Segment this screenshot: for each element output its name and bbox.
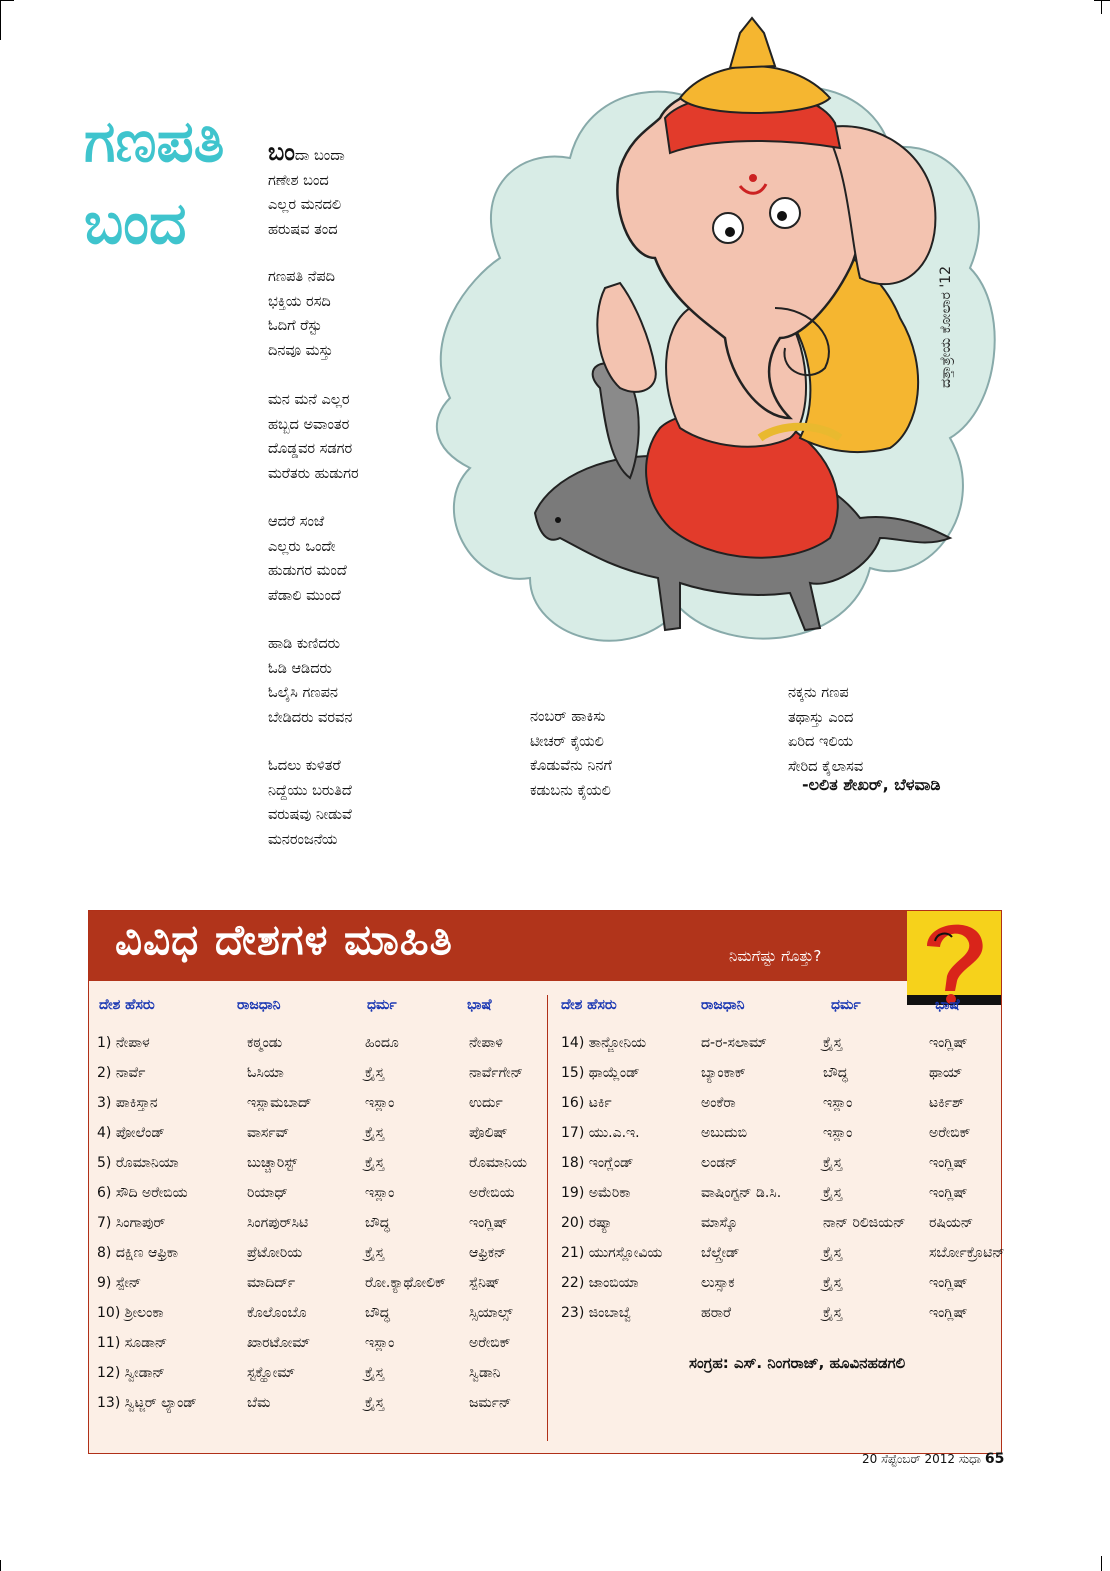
poem-line: ಕೊಡುವೆನು ನಿನಗೆ [530,758,612,774]
header-religion-left: ಧರ್ಮ [367,997,397,1013]
language: ಇಂಗ್ಲಿಷ್ [929,1305,968,1321]
capital: ಪ್ರೆಟೋರಿಯ [247,1245,303,1261]
panel-title: ವಿವಿಧ ದೇಶಗಳ ಮಾಹಿತಿ [115,915,453,964]
header-country-left: ದೇಶ ಹೆಸರು [99,997,155,1013]
poem-author: -ಲಲಿತ ಶೇಖರ್, ಬೆಳವಾಡಿ [802,775,941,794]
capital: ಅಬುದುಬಿ [701,1125,748,1141]
capital: ಬೆಲ್ಗ್ರೇಡ್ [701,1245,740,1261]
country-name: 3) ಪಾಕಿಸ್ತಾನ [97,1095,158,1111]
poem-line: ನಂಬರ್ ಹಾಕಿಸು [530,709,606,725]
capital: ಖಾರಟೋಮ್ [247,1335,311,1351]
poem-drop-cap: ಬಂ [268,138,295,166]
poem-title-line2: ಬಂದ [84,189,187,257]
poem-line: ಓದಿಗೆ ರೆಸ್ಟು [268,318,322,334]
language: ಪೊಲಿಷ್ [469,1125,508,1141]
language: ಇಂಗ್ಲಿಷ್ [929,1275,968,1291]
capital: ಮಾದಿರ್ದ್ [247,1275,296,1291]
language: ಸ್ಪೆನಿಷ್ [469,1275,500,1291]
poem-line: ಮನ ಮನೆ ಎಲ್ಲರ [268,392,350,408]
language: ಅರೇಬಿಯ [469,1185,515,1201]
poem-line: ಓಲೈಸಿ ಗಣಪನ [268,685,338,701]
country-name: 2) ನಾರ್ವೆ [97,1065,146,1081]
religion: ಇಸ್ಲಾಂ [823,1095,853,1111]
religion: ಕ್ರೈಸ್ತ [365,1245,385,1261]
poem-line: ಹುಡುಗರ ಮಂದೆ [268,563,347,579]
religion: ಇಸ್ಲಾಂ [365,1185,395,1201]
poem-line: ಎಲ್ಲರ ಮನದಲಿ [268,197,342,213]
poem-line-text: ದಾ ಬಂದಾ [294,148,345,164]
poem-line: ಓದಲು ಕುಳಿತರೆ [268,758,341,774]
language: ರೊಮಾನಿಯ [469,1155,527,1171]
language: ಸರ್ಬೋಕ್ರೊಟಿನ್ [929,1245,1005,1261]
poem-line: ಸೇರಿದ ಕೈಲಾಸವ [788,758,864,775]
capital: ಕೊಲೊಂಬೊ [247,1305,307,1321]
country-name: 18) ಇಂಗ್ಲೆಂಡ್ [561,1155,634,1171]
poem-line: ಭಕ್ತಿಯ ರಸದಿ [268,293,331,310]
capital: ಬ್ಯಾಂಕಾಕ್ [701,1065,746,1081]
poem-line: ಕಡುಬನು ಕೈಯಲಿ [530,782,611,799]
panel-subtitle: ನಿಮಗೆಷ್ಟು ಗೊತ್ತು? [729,947,822,965]
header-country-right: ದೇಶ ಹೆಸರು [561,997,617,1013]
header-capital-right: ರಾಜಧಾನಿ [701,997,745,1013]
capital: ಕಠ್ಮಂಡು [247,1035,283,1051]
country-name: 11) ಸೂಡಾನ್ [97,1335,168,1351]
capital: ಮಾಸ್ಕೊ [701,1215,738,1231]
poem-stanza-5 [268,632,352,730]
capital: ಅಂಕೆರಾ [701,1095,736,1111]
country-name: 17) ಯು.ಎ.ಇ. [561,1125,640,1141]
header-religion-right: ಧರ್ಮ [831,997,861,1013]
country-name: 20) ರಷ್ಯಾ [561,1215,613,1231]
country-name: 15) ಥಾಯ್ಲೆಂಡ್ [561,1065,640,1081]
poem-line: ಎಲ್ಲರು ಒಂದೇ [268,538,336,555]
poem-line: ವರುಷವು ನೀಡುವೆ [268,807,352,823]
capital: ಹರಾರೆ [701,1305,732,1321]
poem-line: ಹಬ್ಬದ ಅವಾಂತರ [268,416,350,433]
capital: ಬುಚ್ಚಾರಿಸ್ಟ್ [247,1155,298,1171]
crop-mark [0,0,14,1]
poem-stanza-8 [788,681,863,779]
language: ಟರ್ಕಿಶ್ [929,1095,965,1111]
poem-line: ಹರುಷವ ತಂದ [268,221,338,238]
poem-line: ನಿದ್ದೆಯು ಬರುತಿದೆ [268,782,352,799]
religion: ಬೌದ್ಧ [365,1305,390,1321]
language: ರಷಿಯನ್ [929,1215,974,1231]
header-language-right: ಭಾಷೆ [935,997,960,1013]
page-footer [862,1451,1004,1467]
poem-line: ದೊಡ್ಡವರ ಸಡಗರ [268,441,353,457]
language: ನೇಪಾಳಿ [469,1035,503,1051]
capital: ಬೆಮ [247,1395,271,1411]
question-mascot-icon [907,911,1001,1005]
poem-line: ನಕ್ಕನು ಗಣಪ [788,685,849,701]
religion: ಕ್ರೈಸ್ತ [823,1155,843,1171]
country-name: 4) ಪೋಲೆಂಡ್ [97,1125,165,1141]
poem-stanza-3 [268,388,359,486]
country-name: 8) ದಕ್ಷಿಣ ಆಫ್ರಿಕಾ [97,1245,179,1261]
ganesha-illustration [430,8,1000,670]
poem-line: ಟೀಚರ್ ಕೈಯಲಿ [530,733,604,750]
poem-stanza-6 [268,754,352,852]
illustration-signature: ದತ್ತಾತ್ರೇಯ ಕೋಲಾರ '12 [938,266,954,388]
panel-header [89,911,1001,981]
country-name: 19) ಅಮೆರಿಕಾ [561,1185,631,1201]
country-name: 14) ತಾನ್ಜೋನಿಯ [561,1035,647,1051]
language: ಉರ್ದು [469,1095,503,1111]
language: ಇಂಗ್ಲಿಷ್ [929,1155,968,1171]
language: ಇಂಗ್ಲಿಷ್ [929,1185,968,1201]
religion: ಕ್ರೈಸ್ತ [823,1305,843,1321]
crop-mark [0,0,1,40]
poem-stanza-4 [268,510,347,608]
religion: ಕ್ರೈಸ್ತ [365,1395,385,1411]
compiler-credit: ಸಂಗ್ರಹ: ಎಸ್. ನಿಂಗರಾಜ್, ಹೂವಿನಹಡಗಲಿ [689,1354,906,1372]
religion: ಹಿಂದೂ [365,1035,399,1051]
capital: ವಾರ್ಸವ್ [247,1125,290,1141]
column-divider [547,995,548,1441]
footer-date: 20 ಸೆಪ್ಟೆಂಬರ್ 2012 [862,1452,956,1466]
religion: ಕ್ರೈಸ್ತ [823,1035,843,1051]
religion: ನಾನ್ ರಿಲಿಜಿಯನ್ [823,1215,906,1231]
country-name: 9) ಸ್ಪೇನ್ [97,1275,142,1291]
capital: ಸಿಂಗಪುರ್‌ಸಿಟಿ [247,1215,309,1231]
language: ಇಂಗ್ಲಿಷ್ [469,1215,508,1231]
capital: ಇಸ್ಲಾಮಬಾದ್ [247,1095,312,1111]
country-name: 5) ರೊಮಾನಿಯಾ [97,1155,179,1171]
religion: ಕ್ರೈಸ್ತ [823,1185,843,1201]
language: ಆಫ್ರಿಕನ್ [469,1245,507,1261]
poem-line: ಗಣೇಶ ಬಂದ [268,172,329,189]
religion: ಕ್ರೈಸ್ತ [365,1065,385,1081]
poem-title-line1: ಗಣಪತಿ [84,107,225,175]
capital: ವಾಷಿಂಗ್ಟನ್ ಡಿ.ಸಿ. [701,1185,782,1201]
capital: ಸ್ಟಕ್ಹೋಮ್ [247,1365,296,1381]
poem-line: ಓಡಿ ಆಡಿದರು [268,660,332,677]
religion: ಕ್ರೈಸ್ತ [365,1365,385,1381]
religion: ಕ್ರೈಸ್ತ [365,1155,385,1171]
crop-mark [1094,0,1110,1]
poem-line: ಬೇಡಿದರು ವರವನ [268,709,353,726]
poem-line: ತಥಾಸ್ತು ಎಂದ [788,709,854,726]
religion: ಕ್ರೈಸ್ತ [365,1125,385,1141]
crop-mark [1101,1556,1102,1571]
language: ಅರೇಬಿಕ್ [929,1125,971,1141]
poem-line: ದಿನವೂ ಮಸ್ತು [268,342,334,359]
country-name: 23) ಜಿಂಬಾಬ್ವೆ [561,1305,632,1321]
country-name: 6) ಸೌದಿ ಅರೇಬಿಯ [97,1185,188,1201]
capital: ರಿಯಾಧ್ [247,1185,288,1201]
religion: ಇಸ್ಲಾಂ [823,1125,853,1141]
country-name: 22) ಜಾಂಬಿಯಾ [561,1275,639,1291]
religion: ರೋ.ಕ್ಯಾಥೋಲಿಕ್ [365,1275,446,1291]
language: ಇಂಗ್ಲಿಷ್ [929,1035,968,1051]
poem-line [268,140,345,169]
poem-line: ಏರಿದ ಇಲಿಯ [788,734,854,750]
poem-stanza-1 [268,140,345,242]
country-name: 16) ಟರ್ಕಿ [561,1095,612,1111]
country-name: 10) ಶ್ರೀಲಂಕಾ [97,1305,164,1321]
poem-line: ಮರೆತರು ಹುಡುಗರ [268,465,359,482]
language: ಸ್ವಿಡಾನಿ [469,1365,501,1381]
header-language-left: ಭಾಷೆ [467,997,492,1013]
footer-page-number: 65 [984,1451,1005,1467]
religion: ಬೌದ್ಧ [823,1065,848,1081]
religion: ಇಸ್ಲಾಂ [365,1335,395,1351]
language: ಜರ್ಮನ್ [469,1395,512,1411]
poem-line: ಮನರಂಜನೆಯ [268,831,338,848]
religion: ಇಸ್ಲಾಂ [365,1095,395,1111]
countries-info-panel [88,910,1005,1454]
poem-line: ಗಣಪತಿ ನೆಪದಿ [268,269,336,285]
religion: ಕ್ರೈಸ್ತ [823,1275,843,1291]
crop-mark [1101,0,1102,14]
header-capital-left: ರಾಜಧಾನಿ [237,997,281,1013]
poem-line: ಹಾಡಿ ಕುಣಿದರು [268,636,340,652]
poem-line: ಪೆಡಾಲಿ ಮುಂದೆ [268,587,341,604]
country-name: 12) ಸ್ವೀಡಾನ್ [97,1365,165,1381]
country-name: 21) ಯುಗಸ್ಲೋವಿಯ [561,1245,663,1261]
country-name: 7) ಸಿಂಗಾಪುರ್ [97,1215,166,1231]
poem-line: ಆದರೆ ಸಂಜೆ [268,514,325,530]
religion: ಬೌದ್ಧ [365,1215,390,1231]
language: ಥಾಯ್ [929,1065,963,1081]
capital: ಲುಸ್ಸಾಕ [701,1275,735,1291]
capital: ಲಂಡನ್ [701,1155,738,1171]
capital: ಓಸಿಯಾ [247,1065,284,1081]
crop-mark [0,1560,1,1571]
language: ಸ್ಸಿಯಾಲ್ಸ್ [469,1305,513,1321]
poem-stanza-2 [268,265,335,363]
poem-stanza-7 [530,705,612,803]
language: ನಾರ್ವೆಗೇನ್ [469,1065,524,1081]
language: ಅರೇಬಿಕ್ [469,1335,511,1351]
footer-magazine: ಸುಧಾ [958,1452,982,1466]
capital: ದ-ರ-ಸಲಾಮ್ [701,1035,767,1051]
country-name: 13) ಸ್ವಿಟ್ಜರ್ ಲ್ಯಾಂಡ್ [97,1395,197,1411]
poem-title [84,100,254,264]
country-name: 1) ನೇಪಾಳ [97,1035,150,1051]
religion: ಕ್ರೈಸ್ತ [823,1245,843,1261]
ganesha-on-mouse-drawing [430,8,1000,670]
